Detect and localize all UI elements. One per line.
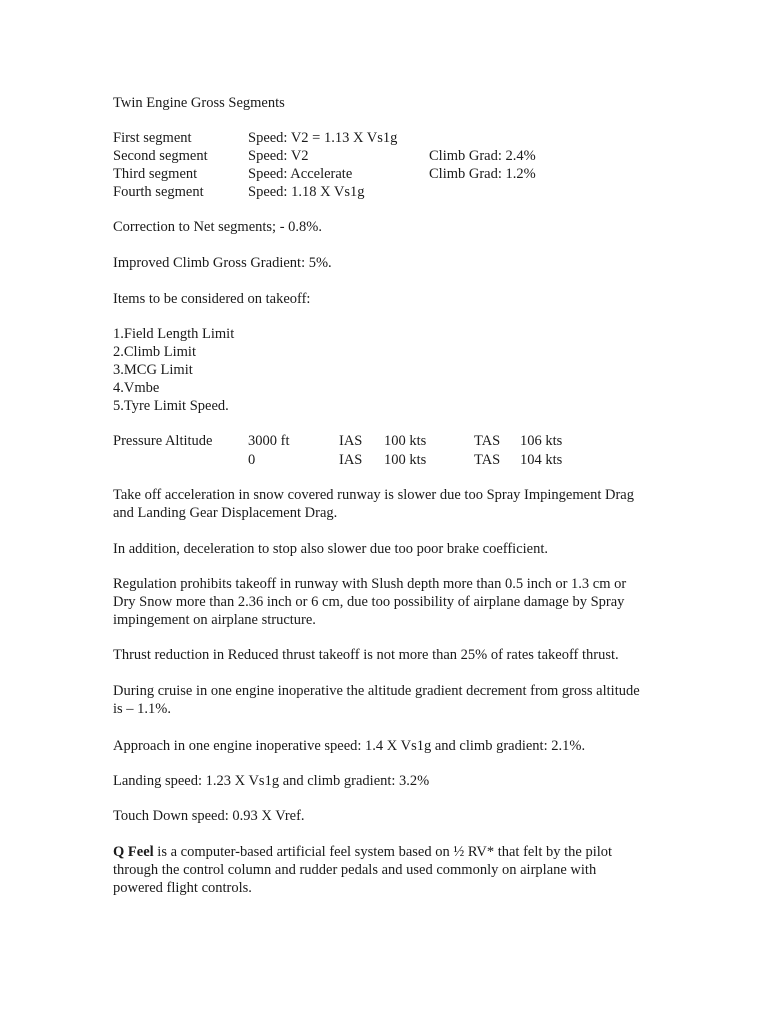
segment-name: Second segment (113, 148, 208, 164)
segment-speed: Speed: 1.18 X Vs1g (248, 184, 365, 200)
cruise-paragraph: During cruise in one engine inoperative the altitude gradient decrement from gross altitude is – 1.1%. (113, 683, 640, 717)
segment-climb: Climb Grad: 1.2% (429, 166, 536, 182)
improved-climb-text: Improved Climb Gross Gradient: 5%. (113, 255, 332, 271)
segment-name: Fourth segment (113, 184, 204, 200)
altitude-value: 0 (248, 452, 256, 468)
segment-name: First segment (113, 130, 192, 146)
segment-speed: Speed: V2 (248, 148, 309, 164)
tas-value: 104 kts (520, 452, 563, 468)
segment-speed: Speed: Accelerate (248, 166, 353, 182)
segment-name: Third segment (113, 166, 198, 182)
q-feel-term: Q Feel (113, 844, 154, 860)
tas-label: TAS (474, 452, 501, 468)
segment-speed: Speed: V2 = 1.13 X Vs1g (248, 130, 398, 146)
tas-label: TAS (474, 433, 501, 449)
document-title: Twin Engine Gross Segments (113, 95, 285, 111)
list-item: 5.Tyre Limit Speed. (113, 398, 229, 414)
list-item: 3.MCG Limit (113, 362, 193, 378)
correction-text: Correction to Net segments; - 0.8%. (113, 219, 322, 235)
tas-value: 106 kts (520, 433, 563, 449)
ias-value: 100 kts (384, 452, 427, 468)
ias-label: IAS (339, 433, 363, 449)
approach-paragraph: Approach in one engine inoperative speed: 1.4 X Vs1g and climb gradient: 2.1%. (113, 738, 586, 754)
segment-climb: Climb Grad: 2.4% (429, 148, 536, 164)
items-heading: Items to be considered on takeoff: (113, 291, 311, 307)
ias-label: IAS (339, 452, 363, 468)
touchdown-paragraph: Touch Down speed: 0.93 X Vref. (113, 808, 305, 824)
deceleration-paragraph: In addition, deceleration to stop also slower due too poor brake coefficient. (113, 541, 548, 557)
altitude-value: 3000 ft (248, 433, 290, 449)
q-feel-paragraph (113, 843, 643, 897)
list-item: 1.Field Length Limit (113, 326, 235, 342)
altitude-label: Pressure Altitude (113, 433, 213, 449)
snow-acceleration-paragraph: Take off acceleration in snow covered runway is slower due too Spray Impingement Drag and Landing Gear Displacement Drag. (113, 487, 634, 521)
thrust-reduction-paragraph: Thrust reduction in Reduced thrust takeoff is not more than 25% of rates takeoff thrust. (113, 647, 619, 663)
ias-value: 100 kts (384, 433, 427, 449)
list-item: 4.Vmbe (113, 380, 160, 396)
q-feel-definition: is a computer-based artificial feel system based on ½ RV* that felt by the pilot through the control column and rudder pedals and used commonly on airplane with powered flight controls. (113, 844, 613, 896)
list-item: 2.Climb Limit (113, 344, 196, 360)
landing-paragraph: Landing speed: 1.23 X Vs1g and climb gradient: 3.2% (113, 773, 430, 789)
regulation-paragraph: Regulation prohibits takeoff in runway with Slush depth more than 0.5 inch or 1.3 cm or Dry Snow more than 2.36 inch or 6 cm, due too possibility of airplane damage by Spray impingement on airplane structure. (113, 576, 627, 628)
